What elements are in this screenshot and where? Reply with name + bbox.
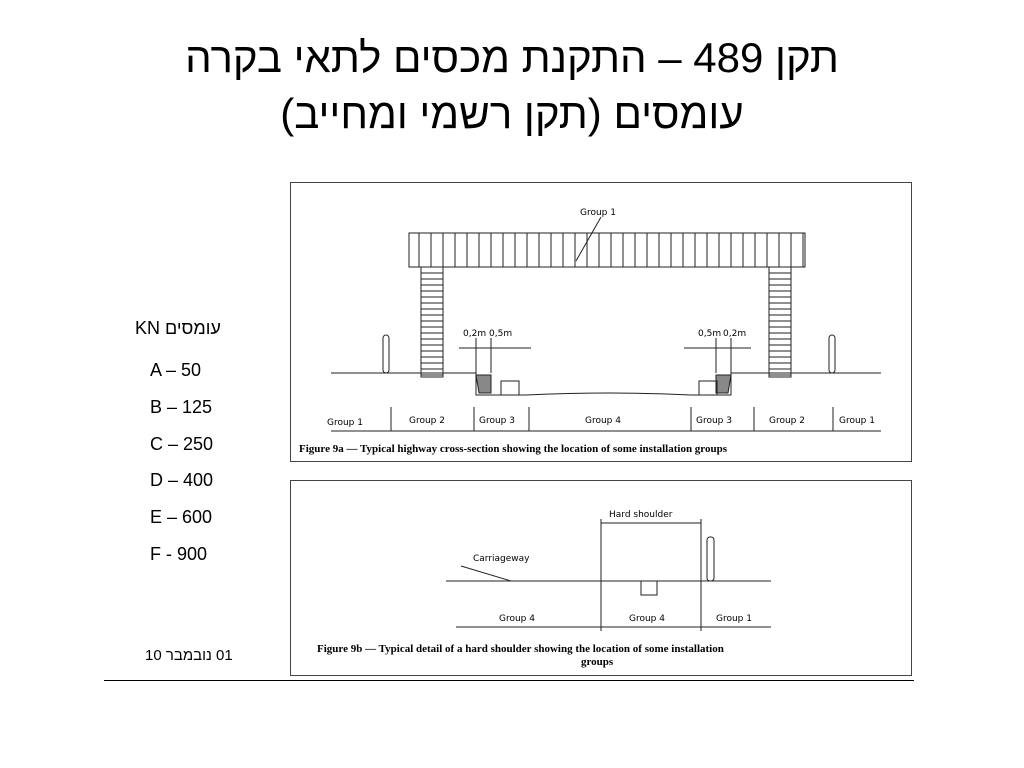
load-class-d: D – 400: [150, 470, 214, 491]
figure-9a-caption: Figure 9a — Typical highway cross-section showing the location of some installation groups: [299, 443, 728, 455]
slide-divider-line: [104, 680, 914, 681]
gantry-beam: [409, 233, 805, 267]
figure-9b-caption-line-1: Figure 9b — Typical detail of a hard shoulder showing the location of some installation: [317, 643, 724, 655]
load-class-f: F - 900: [150, 543, 208, 564]
load-class-b: B – 125: [150, 396, 213, 417]
gantry-column-left: [421, 267, 443, 377]
dim-left-1: 0,2m: [463, 329, 487, 339]
gantry-column-right: [769, 267, 791, 377]
group-label: Group 4: [585, 416, 621, 426]
dim-left-2: 0,5m: [489, 329, 513, 339]
hard-shoulder-label: Hard shoulder: [609, 510, 673, 520]
chamber-right: [699, 381, 717, 395]
bollard-left: [383, 335, 389, 373]
load-class-list: [120, 318, 260, 579]
group-label: Group 2: [409, 416, 445, 426]
group-label: Group 4: [629, 614, 665, 624]
group-label: Group 1: [716, 614, 752, 624]
group-label: Group 3: [696, 416, 732, 426]
group-label: Group 2: [769, 416, 805, 426]
group-label: Group 1: [839, 416, 875, 426]
title-line-2: עומסים (תקן רשמי ומחייב): [280, 90, 744, 137]
title-line-1: תקן 489 – התקנת מכסים לתאי בקרה: [185, 34, 839, 81]
slide-title: [0, 30, 1024, 142]
bollard-right: [829, 335, 835, 373]
chamber-left: [501, 381, 519, 395]
figure-9b: [290, 480, 912, 676]
load-heading: KN עומסים: [135, 318, 221, 338]
dim-right-1: 0,5m: [698, 329, 722, 339]
load-class-e: E – 600: [150, 507, 213, 528]
figure-9a: [290, 182, 912, 462]
figure-9b-caption-line-2: groups: [581, 656, 614, 668]
kerb-left: [476, 375, 491, 393]
kerb-right: [716, 375, 731, 393]
highway-cross-section-drawing: [291, 183, 911, 461]
load-class-a: A – 50: [150, 360, 202, 380]
carriageway-label: Carriageway: [473, 554, 530, 564]
chamber: [641, 581, 657, 595]
group-label: Group 3: [479, 416, 515, 426]
load-class-c: C – 250: [150, 433, 214, 454]
group-1-top-label: Group 1: [580, 208, 616, 218]
slide-date: 01 נובמבר 10: [145, 647, 233, 664]
bollard: [707, 537, 714, 581]
dim-right-2: 0,2m: [723, 329, 747, 339]
group-label: Group 4: [499, 614, 535, 624]
group-label: Group 1: [327, 418, 363, 428]
